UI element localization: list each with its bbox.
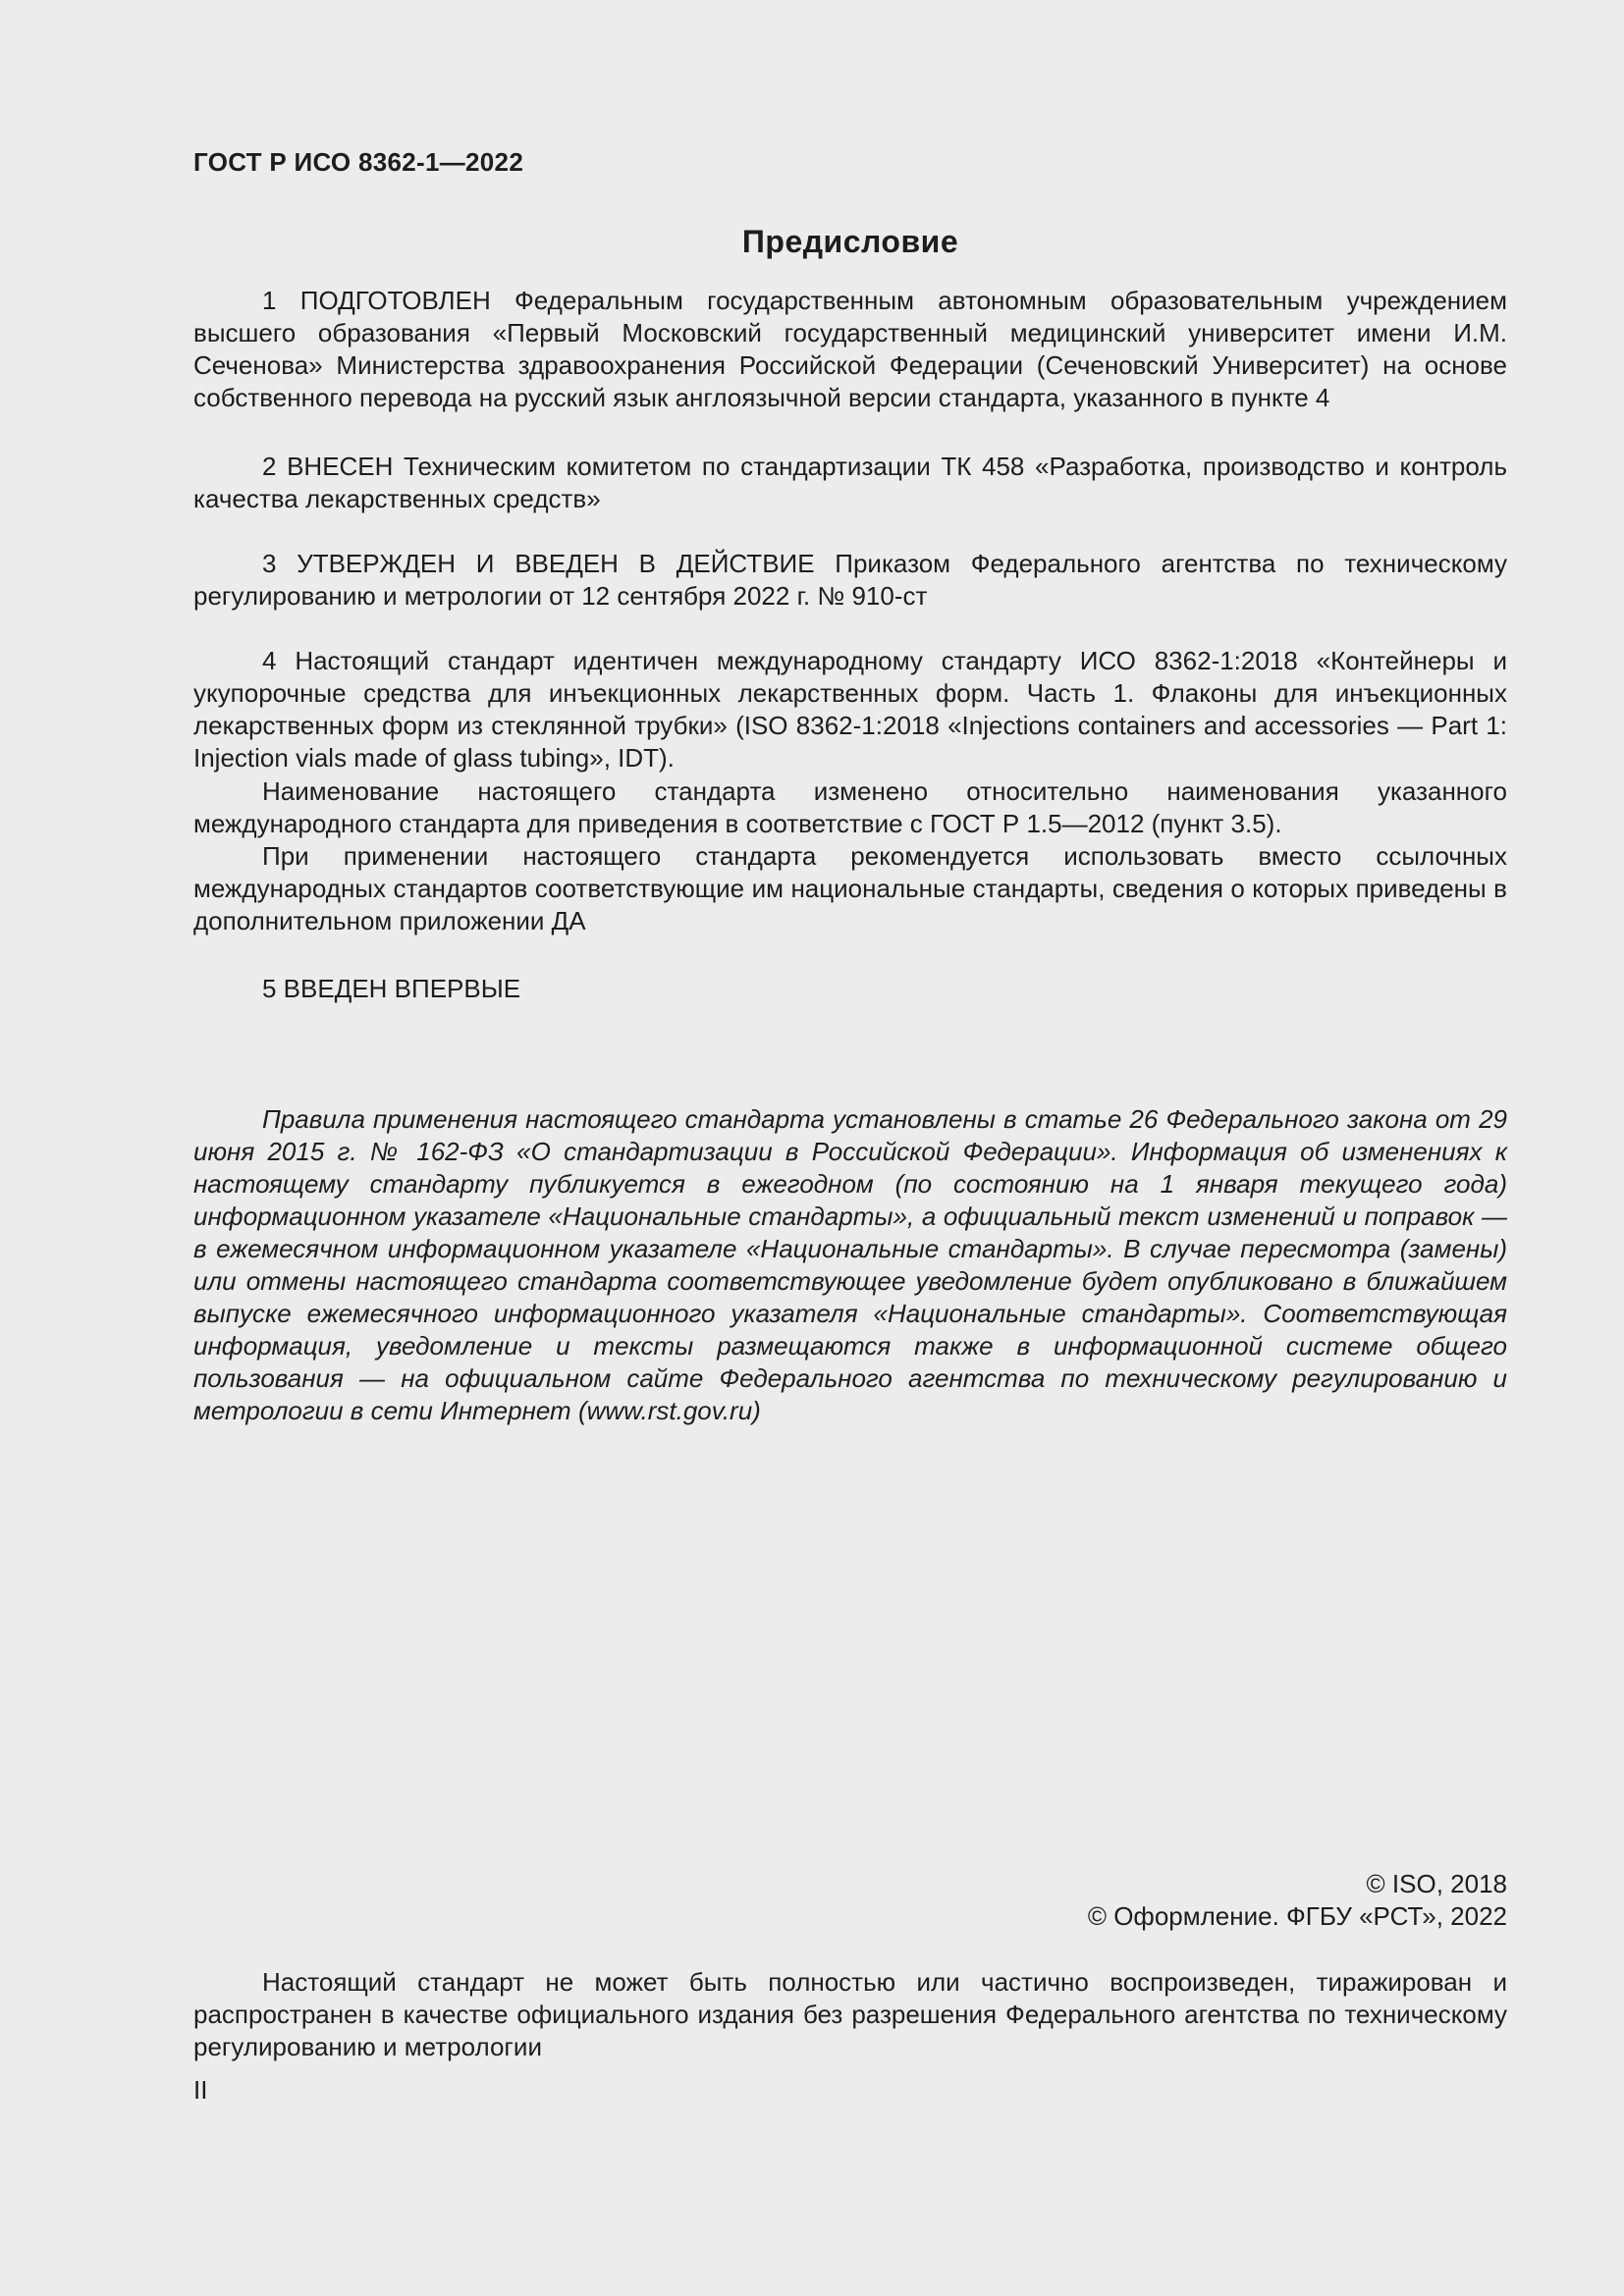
foreword-item-4-note-2: При применении настоящего стандарта рекомендуется использовать вместо ссылочных международных стандартов соответствующие им национальные стандарты, сведения о которых приведены в дополнительном приложении ДА	[193, 841, 1507, 935]
foreword-item-2: 2 ВНЕСЕН Техническим комитетом по стандартизации ТК 458 «Разработка, производство и контроль качества лекарственных средств»	[193, 452, 1507, 513]
foreword-item-4-note-1: Наименование настоящего стандарта изменено относительно наименования указанного международного стандарта для приведения в соответствие с ГОСТ Р 1.5—2012 (пункт 3.5).	[193, 776, 1507, 838]
copyright-iso: © ISO, 2018	[1366, 1869, 1507, 1898]
page-number: II	[193, 2075, 208, 2105]
rules-notice: Правила применения настоящего стандарта установлены в статье 26 Федерального закона от 29 июня 2015 г. № 162-ФЗ «О стандартизации в Российской Федерации». Информация об изменениях к настоящему стандарту публикуется в ежегодном (по состоянию на 1 января текущего года) информационном указателе «Национальные стандарты», а официальный текст изменений и поправок — в ежемесячном информационном указателе «Национальные стандарты». В случае пересмотра (замены) или отмены настоящего стандарта соответствующее уведомление будет опубликовано в ближайшем выпуске ежемесячного информационного указателя «Национальные стандарты». Соответствующая информация, уведомление и тексты размещаются также в информационной системе общего пользования — на официальном сайте Федерального агентства по техническому регулированию и метрологии в сети Интернет (www.rst.gov.ru)	[193, 1104, 1507, 1425]
reproduction-notice: Настоящий стандарт не может быть полностью или частично воспроизведен, тиражирован и распространен в качестве официального издания без разрешения Федерального агентства по техническому регулированию и метрологии	[193, 1967, 1507, 2061]
foreword-item-1: 1 ПОДГОТОВЛЕН Федеральным государственным автономным образовательным учреждением высшего образования «Первый Московский государственный медицинский университет имени И.М. Сеченова» Министерства здравоохранения Российской Федерации (Сеченовский Университет) на основе собственного перевода на русский язык англоязычной версии стандарта, указанного в пункте 4	[193, 286, 1507, 412]
copyright-design: © Оформление. ФГБУ «РСТ», 2022	[1087, 1901, 1507, 1931]
foreword-item-3: 3 УТВЕРЖДЕН И ВВЕДЕН В ДЕЙСТВИЕ Приказом Федерального агентства по техническому регулированию и метрологии от 12 сентября 2022 г. № 910-ст	[193, 549, 1507, 611]
foreword-title: Предисловие	[741, 224, 959, 259]
document-code: ГОСТ Р ИСО 8362-1—2022	[193, 147, 524, 177]
foreword-item-5: 5 ВВЕДЕН ВПЕРВЫЕ	[262, 974, 521, 1003]
foreword-item-4: 4 Настоящий стандарт идентичен международному стандарту ИСО 8362-1:2018 «Контейнеры и укупорочные средства для инъекционных лекарственных форм. Часть 1. Флаконы для инъекционных лекарственных форм из стеклянной трубки» (ISO 8362-1:2018 «Injections containers and accessories — Part 1: Injection vials made of glass tubing», IDT).	[193, 646, 1507, 773]
